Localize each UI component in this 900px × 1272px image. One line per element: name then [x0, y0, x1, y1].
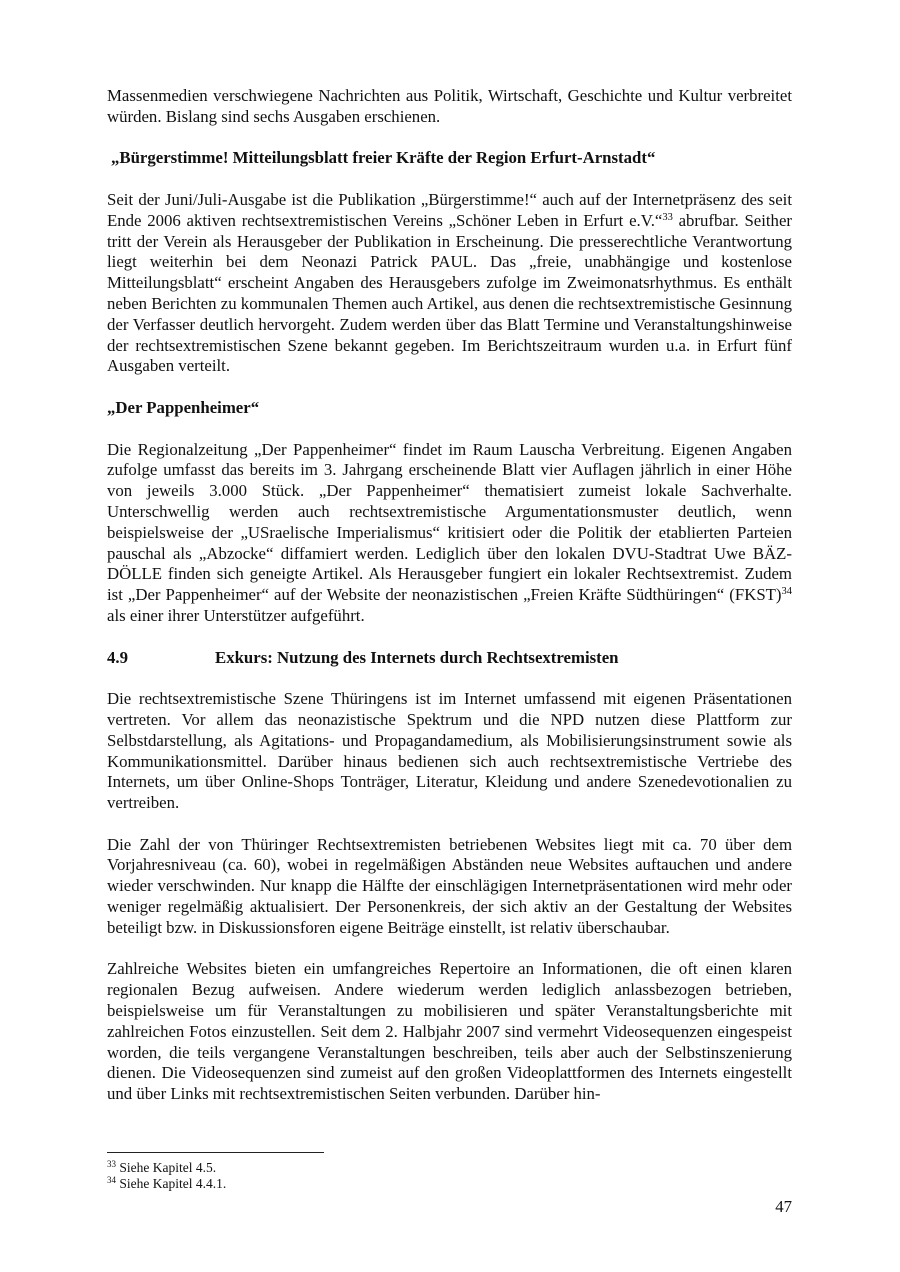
footnote-number: 33 [107, 1159, 116, 1169]
heading-pappenheimer: „Der Pappenheimer“ [107, 397, 260, 417]
main-text [107, 86, 792, 1105]
footnote-number: 34 [107, 1175, 116, 1185]
footnote-text: Siehe Kapitel 4.4.1. [116, 1176, 227, 1191]
footnotes [107, 1160, 226, 1192]
paragraph-pappenheimer [107, 440, 792, 627]
footnote-33 [107, 1160, 226, 1176]
paragraph-text: abrufbar. Seither tritt der Verein als Herausgeber der Publikation in Erscheinung. Die presserechtliche Verantwortung liegt weiterhin bei dem Neonazi Patrick PAUL. Das „freie, unabhängige und kostenlose Mitteilungsblatt“ erscheint Angaben des Herausgebers zufolge im Zweimonatsrhythmus. Es enthält neben Berichten zu kommunalen Themen auch Artikel, aus denen die rechtsextremistische Gesinnung der Verfasser deutlich hervorgeht. Zudem werden über das Blatt Termine und Veranstaltungshinweise der rechtsextremistischen Szene bekannt gegeben. Im Berichtszeitraum wurden u.a. in Erfurt fünf Ausgaben verteilt. [107, 210, 792, 376]
paragraph-internet-3: Zahlreiche Websites bieten ein umfangreiches Repertoire an Informationen, die oft einen klaren regionalen Bezug aufweisen. Andere wiederum werden lediglich anlassbezogen betrieben, beispielsweise um für Veranstaltungen zu mobilisieren und später Veranstaltungsberichte mit zahlreichen Fotos einzustellen. Seit dem 2. Halbjahr 2007 sind vermehrt Videosequenzen eingespeist worden, die teils vergangene Veranstaltungen beschreiben, teils aber auch der Selbstinszenierung dienen. Die Videosequenzen sind zumeist auf den großen Videoplattformen des Internets eingestellt und über Links mit rechtsextremistischen Seiten verbunden. Darüber hin- [107, 959, 792, 1104]
paragraph-text: als einer ihrer Unterstützer aufgeführt. [107, 605, 365, 625]
intro-paragraph: Massenmedien verschwiegene Nachrichten aus Politik, Wirtschaft, Geschichte und Kultur verbreitet würden. Bislang sind sechs Ausgaben erschienen. [107, 86, 792, 126]
footnote-ref-33: 33 [662, 211, 673, 223]
footnote-text: Siehe Kapitel 4.5. [116, 1160, 217, 1175]
footnote-ref-34: 34 [781, 586, 792, 598]
footnote-divider [107, 1152, 324, 1153]
page-number: 47 [775, 1197, 792, 1216]
section-title: Exkurs: Nutzung des Internets durch Rechtsextremisten [215, 647, 619, 667]
paragraph-text: Die Regionalzeitung „Der Pappenheimer“ findet im Raum Lauscha Verbreitung. Eigenen Angaben zufolge umfasst das bereits im 3. Jahrgang erscheinende Blatt vier Auflagen jährlich in einer Höhe von jeweils 3.000 Stück. „Der Pappenheimer“ thematisiert zumeist lokale Sachverhalte. Unterschwellig werden auch rechtsextremistische Argumentationsmuster deutlich, wenn beispielsweise der „USraelische Imperialismus“ kritisiert oder die Politik der etablierten Parteien pauschal als „Abzocke“ diffamiert werden. Lediglich über den lokalen DVU-Stadtrat Uwe BÄZ-DÖLLE finden sich geneigte Artikel. Als Herausgeber fungiert ein lokaler Rechtsextremist. Zudem ist „Der Pappenheimer“ auf der Website der neonazistischen „Freien Kräfte Südthüringen“ (FKST) [107, 439, 792, 605]
paragraph-internet-1: Die rechtsextremistische Szene Thüringens ist im Internet umfassend mit eigenen Präsentationen vertreten. Vor allem das neonazistische Spektrum und die NPD nutzen diese Plattform zur Selbstdarstellung, als Agitations- und Propagandamedium, als Mobilisierungsinstrument sowie als Kommunikationsmittel. Darüber hinaus bedienen sich auch rechtsextremistische Vertriebe des Internets, um über Online-Shops Tonträger, Literatur, Kleidung und andere Szenedevotionalien zu vertreiben. [107, 689, 792, 813]
paragraph-buergerstimme [107, 190, 792, 377]
footnote-34 [107, 1176, 226, 1192]
heading-buergerstimme: „Bürgerstimme! Mitteilungsblatt freier Kräfte der Region Erfurt-Arnstadt“ [111, 148, 656, 168]
paragraph-text: Seit der Juni/Juli-Ausgabe ist die Publikation „Bürgerstimme!“ auch auf der Internetpräsenz des seit Ende 2006 aktiven rechtsextremistischen Vereins „Schöner Leben in Erfurt e.V.“ [107, 189, 792, 230]
section-heading-4-9 [107, 648, 792, 669]
section-number: 4.9 [107, 647, 128, 667]
paragraph-internet-2: Die Zahl der von Thüringer Rechtsextremisten betriebenen Websites liegt mit ca. 70 über dem Vorjahresniveau (ca. 60), wobei in regelmäßigen Abständen neue Websites auftauchen und andere wieder verschwinden. Nur knapp die Hälfte der einschlägigen Internetpräsentationen wird mehr oder weniger regelmäßig aktualisiert. Der Personenkreis, der sich aktiv an der Gestaltung der Websites beteiligt bzw. in Diskussionsforen eigene Beiträge einstellt, ist relativ überschaubar. [107, 834, 792, 937]
